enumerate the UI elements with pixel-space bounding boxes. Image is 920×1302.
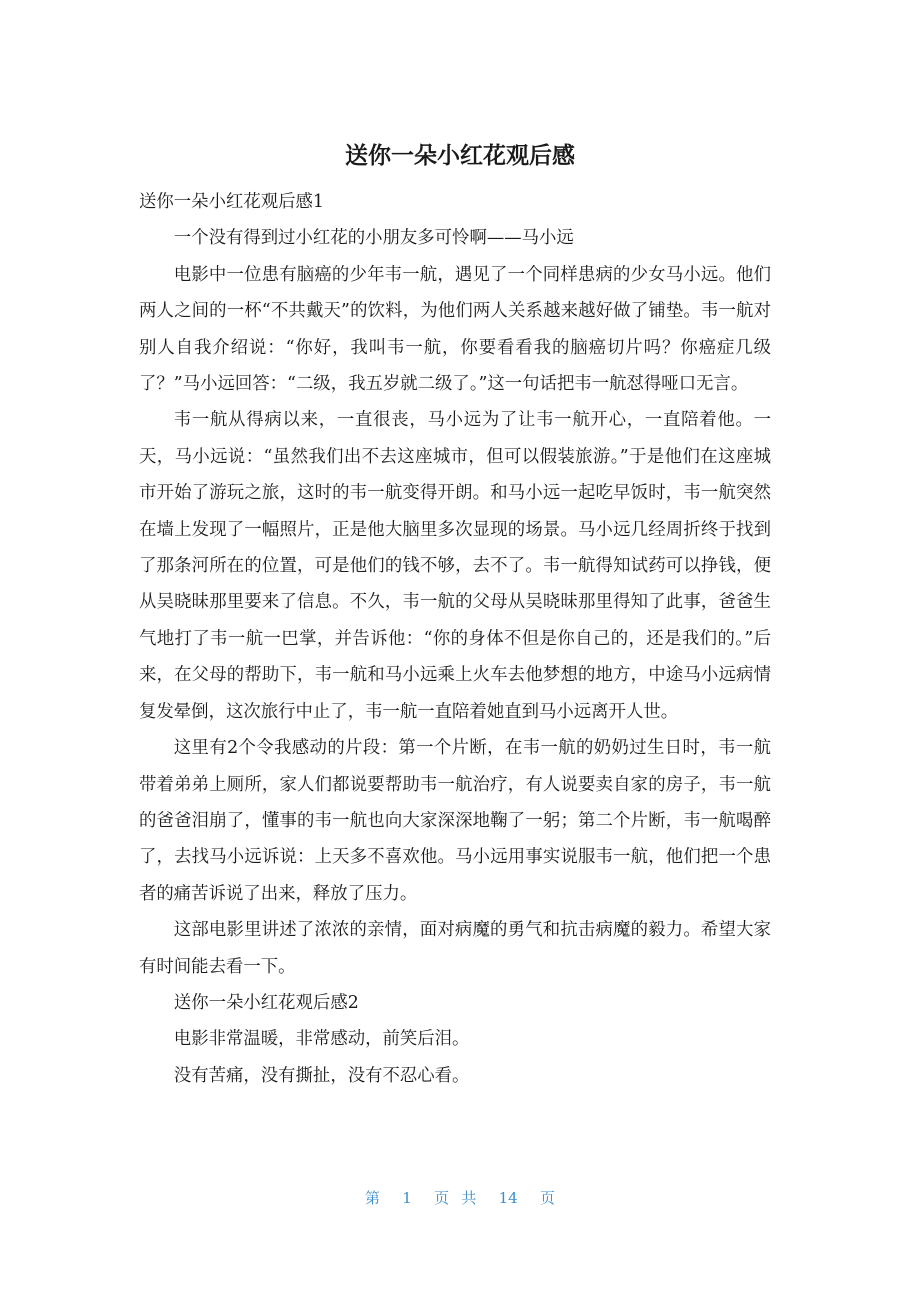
paragraph-2: 韦一航从得病以来，一直很丧，马小远为了让韦一航开心，一直陪着他。一天，马小远说：“虽然我们出不去这座城市，但可以假装旅游。”于是他们在这座城市开始了游玩之旅，这时的韦一航变得开朗。和马小远一起吃早饭时，韦一航突然在墙上发现了一幅照片，正是他大脑里多次显现的场景。马小远几经周折终于找到了那条河所在的位置，可是他们的钱不够，去不了。韦一航得知试药可以挣钱，便从吴晓昧那里要来了信息。不久，韦一航的父母从吴晓昧那里得知了此事，爸爸生气地打了韦一航一巴掌，并告诉他：“你的身体不但是你自己的，还是我们的。”后来，在父母的帮助下，韦一航和马小远乘上火车去他梦想的地方，中途马小远病情复发晕倒，这次旅行中止了，韦一航一直陪着她直到马小远离开人世。	[139, 410, 771, 722]
paragraph-4: 这部电影里讲述了浓浓的亲情，面对病魔的勇气和抗击病魔的毅力。希望大家有时间能去看一下。	[139, 920, 771, 977]
section-heading-2: 送你一朵小红花观后感2	[173, 992, 359, 1013]
section-heading-1: 送你一朵小红花观后感1	[139, 192, 324, 212]
footer-prefix: 第	[364, 1189, 380, 1207]
document-body	[139, 184, 771, 1094]
document-title: 送你一朵小红花观后感	[345, 143, 575, 169]
footer-middle: 页 共	[434, 1189, 477, 1207]
subtitle-quote: 一个没有得到过小红花的小朋友多可怜啊——马小远	[173, 228, 574, 249]
footer-suffix: 页	[540, 1189, 556, 1207]
paragraph-6: 没有苦痛，没有撕扯，没有不忍心看。	[173, 1065, 470, 1086]
footer-total-pages: 14	[498, 1189, 518, 1207]
page-number-footer	[0, 1186, 920, 1210]
paragraph-5: 电影非常温暖，非常感动，前笑后泪。	[173, 1029, 470, 1050]
paragraph-1: 电影中一位患有脑癌的少年韦一航，遇见了一个同样患病的少女马小远。他们两人之间的一杯“不共戴天”的饮料，为他们两人关系越来越好做了铺垫。韦一航对别人自我介绍说：“你好，我叫韦一航，你要看看我的脑癌切片吗？你癌症几级了？”马小远回答：“二级，我五岁就二级了。”这一句话把韦一航怼得哑口无言。	[139, 264, 771, 395]
footer-current-page: 1	[402, 1189, 412, 1207]
paragraph-3: 这里有2个令我感动的片段：第一个片断，在韦一航的奶奶过生日时，韦一航带着弟弟上厕所，家人们都说要帮助韦一航治疗，有人说要卖自家的房子，韦一航的爸爸泪崩了，懂事的韦一航也向大家深深地鞠了一躬；第二个片断，韦一航喝醉了，去找马小远诉说：上天多不喜欢他。马小远用事实说服韦一航，他们把一个患者的痛苦诉说了出来，释放了压力。	[139, 738, 771, 904]
